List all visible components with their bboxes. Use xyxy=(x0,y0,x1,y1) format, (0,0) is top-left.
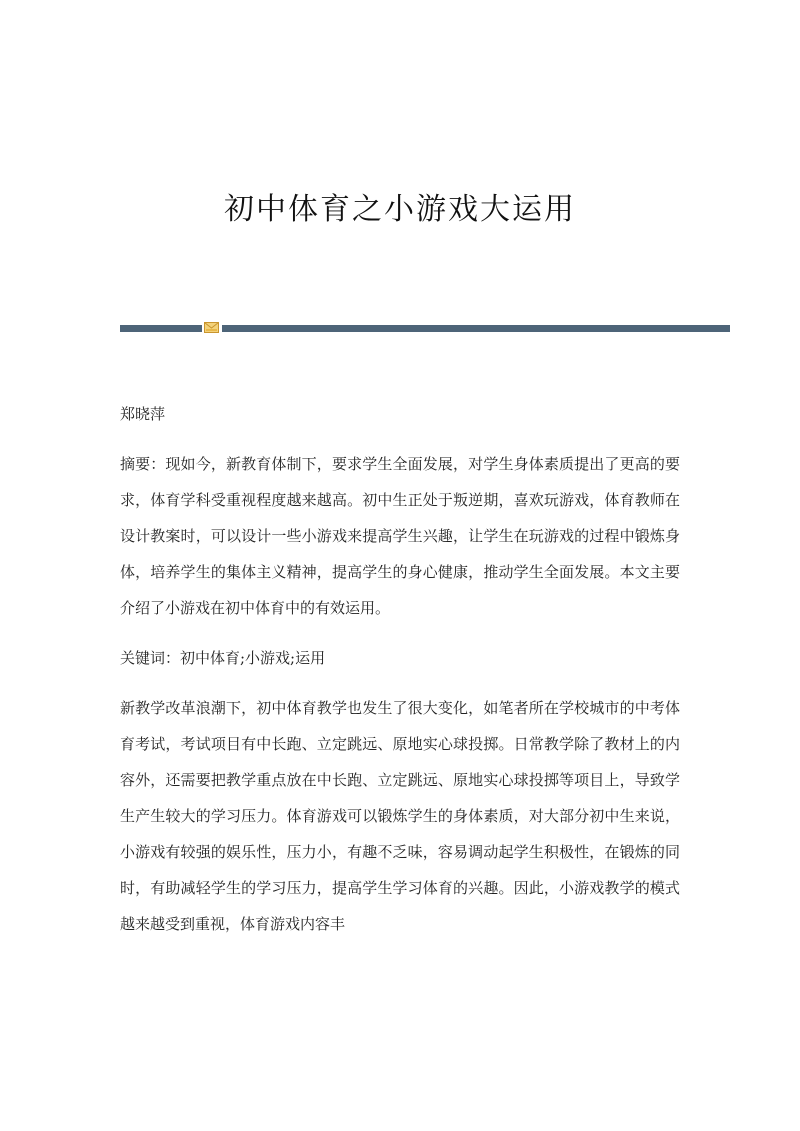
document-title: 初中体育之小游戏大运用 xyxy=(224,192,576,227)
body-paragraph: 新教学改革浪潮下，初中体育教学也发生了很大变化，如笔者所在学校城市的中考体育考试，考试项目有中长跑、立定跳远、原地实心球投掷。日常教学除了教材上的内容外，还需要把教学重点放在中长跑、立定跳远、原地实心球投掷等项目上，导致学生产生较大的学习压力。体育游戏可以锻炼学生的身体素质，对大部分初中生来说，小游戏有较强的娱乐性，压力小，有趣不乏味，容易调动起学生积极性，在锻炼的同时，有助减轻学生的学习压力，提高学生学习体育的兴趣。因此，小游戏教学的模式越来越受到重视，体育游戏内容丰 xyxy=(120,699,680,933)
envelope-ornament-icon xyxy=(204,321,219,334)
author-name: 郑晓萍 xyxy=(120,405,166,423)
abstract-paragraph: 摘要：现如今，新教育体制下，要求学生全面发展，对学生身体素质提出了更高的要求，体育学科受重视程度越来越高。初中生正处于叛逆期，喜欢玩游戏，体育教师在设计教案时，可以设计一些小游戏来提高学生兴趣，让学生在玩游戏的过程中锻炼身体，培养学生的集体主义精神，提高学生的身心健康，推动学生全面发展。本文主要介绍了小游戏在初中体育中的有效运用。 xyxy=(120,455,680,617)
keywords-line: 关键词：初中体育;小游戏;运用 xyxy=(120,649,326,667)
title-rule-left xyxy=(120,325,202,332)
document-body xyxy=(120,396,680,956)
title-rule-right xyxy=(222,325,730,332)
